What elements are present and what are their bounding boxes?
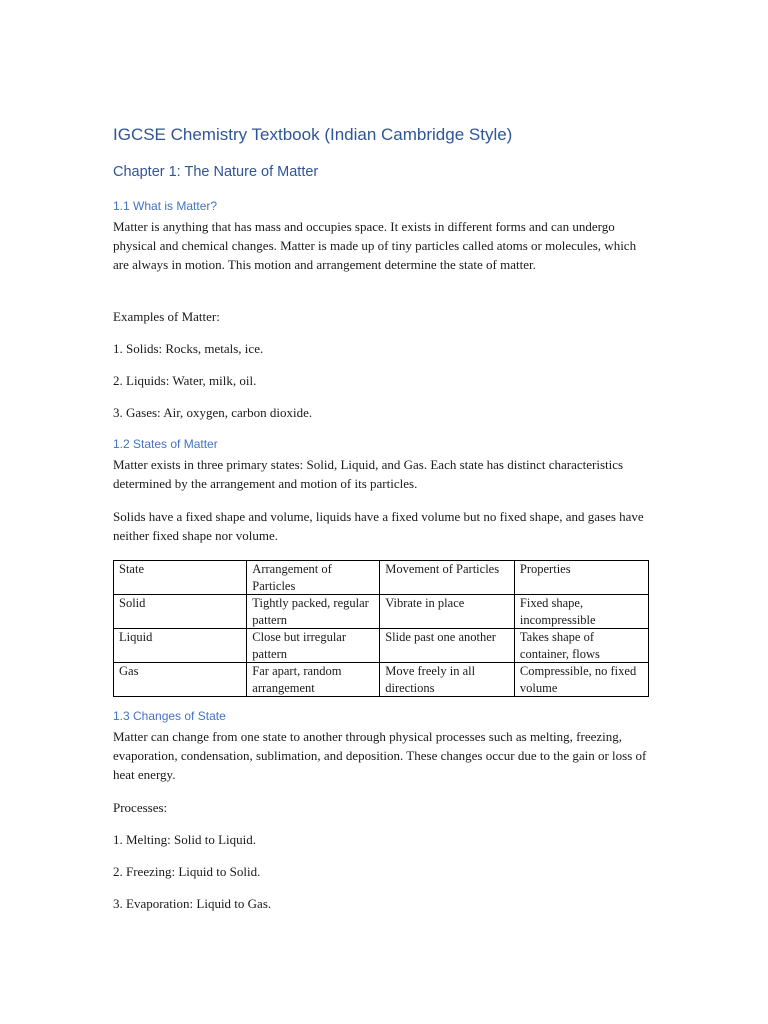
table-cell: Takes shape of container, flows xyxy=(514,629,648,663)
table-header-cell: Properties xyxy=(514,561,648,595)
process-item-evaporation: 3. Evaporation: Liquid to Gas. xyxy=(113,896,272,911)
section-heading-1-1: 1.1 What is Matter? xyxy=(113,199,218,213)
table-cell: Compressible, no fixed volume xyxy=(514,663,648,697)
table-cell: Move freely in all directions xyxy=(380,663,515,697)
section-heading-1-2: 1.2 States of Matter xyxy=(113,437,218,451)
document-title: IGCSE Chemistry Textbook (Indian Cambridge Style) xyxy=(113,125,513,144)
chapter-heading: Chapter 1: The Nature of Matter xyxy=(113,164,319,180)
table-cell: Liquid xyxy=(114,629,247,663)
table-row xyxy=(114,595,649,629)
section-1-2-paragraph-1: Matter exists in three primary states: Solid, Liquid, and Gas. Each state has distinct characteristics determined by the arrangement and motion of its particles. xyxy=(113,457,624,491)
table-cell: Solid xyxy=(114,595,247,629)
section-1-3-paragraph: Matter can change from one state to another through physical processes such as melting, freezing, evaporation, condensation, sublimation, and deposition. These changes occur due to the gain or loss of heat energy. xyxy=(113,729,647,782)
table-cell: Close but irregular pattern xyxy=(247,629,380,663)
table-cell: Fixed shape, incompressible xyxy=(514,595,648,629)
table-cell: Slide past one another xyxy=(380,629,515,663)
table-row xyxy=(114,629,649,663)
section-1-1-paragraph: Matter is anything that has mass and occupies space. It exists in different forms and can undergo physical and chemical changes. Matter is made up of tiny particles called atoms or molecules, which are always in motion. This motion and arrangement determine the state of matter. xyxy=(113,219,637,272)
example-item-gases: 3. Gases: Air, oxygen, carbon dioxide. xyxy=(113,405,313,420)
process-item-melting: 1. Melting: Solid to Liquid. xyxy=(113,832,257,847)
table-header-cell: State xyxy=(114,561,247,595)
table-header-cell: Movement of Particles xyxy=(380,561,515,595)
table-cell: Vibrate in place xyxy=(380,595,515,629)
process-item-freezing: 2. Freezing: Liquid to Solid. xyxy=(113,864,261,879)
table-cell: Tightly packed, regular pattern xyxy=(247,595,380,629)
example-item-liquids: 2. Liquids: Water, milk, oil. xyxy=(113,373,257,388)
table-header-row xyxy=(114,561,649,595)
table-row xyxy=(114,663,649,697)
states-of-matter-table xyxy=(113,560,649,697)
processes-label: Processes: xyxy=(113,800,168,815)
examples-label: Examples of Matter: xyxy=(113,309,220,324)
table-header-cell: Arrangement of Particles xyxy=(247,561,380,595)
table-cell: Gas xyxy=(114,663,247,697)
table-cell: Far apart, random arrangement xyxy=(247,663,380,697)
section-1-2-paragraph-2: Solids have a fixed shape and volume, liquids have a fixed volume but no fixed shape, and gases have neither fixed shape nor volume. xyxy=(113,509,644,543)
section-heading-1-3: 1.3 Changes of State xyxy=(113,709,226,723)
example-item-solids: 1. Solids: Rocks, metals, ice. xyxy=(113,341,264,356)
